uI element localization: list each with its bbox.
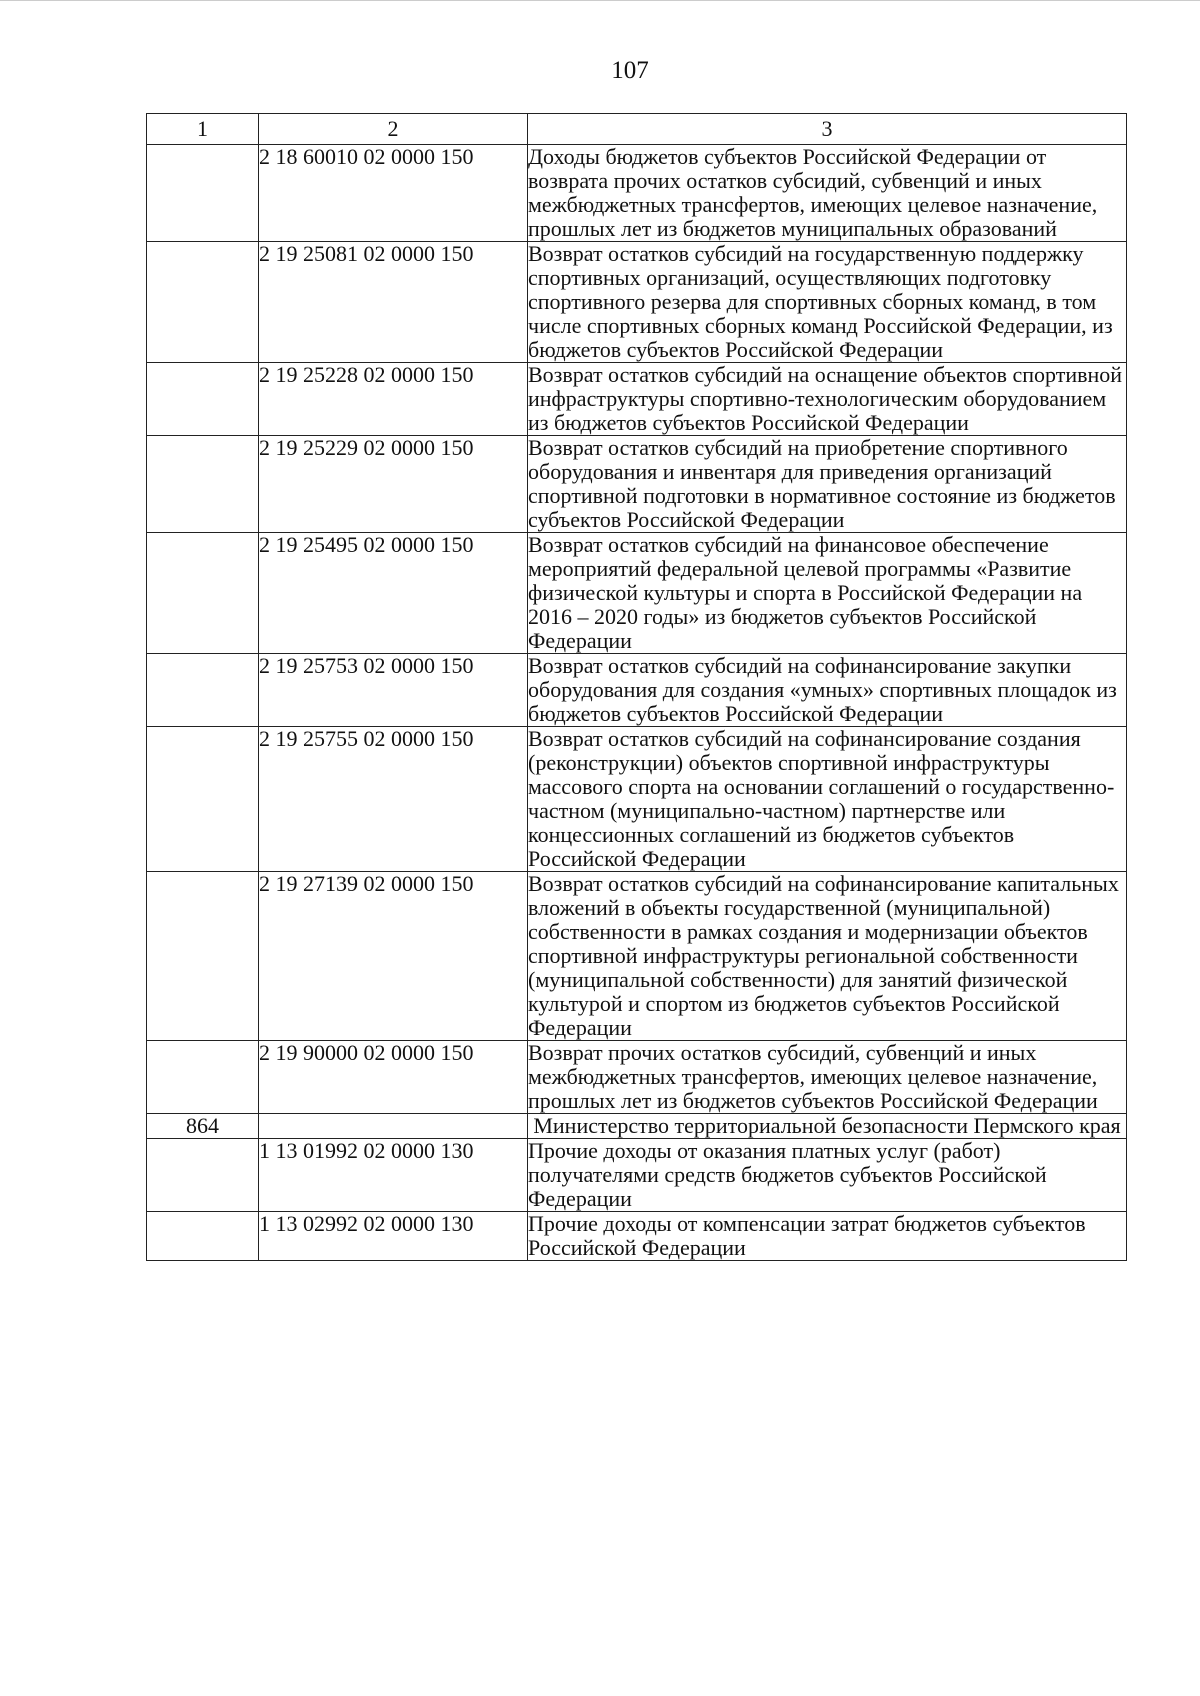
agency-code-cell: [147, 145, 259, 242]
agency-code-cell: [147, 1139, 259, 1212]
budget-codes-table: [146, 113, 1127, 1261]
table-row: [147, 242, 1127, 363]
agency-code-cell: [147, 242, 259, 363]
budget-code-cell: 2 19 25495 02 0000 150: [259, 533, 528, 654]
table-row: [147, 654, 1127, 727]
budget-code-cell: [259, 1114, 528, 1139]
scan-top-edge: [0, 0, 1200, 1]
header-col-2: 2: [259, 114, 528, 145]
budget-code-cell: 2 19 27139 02 0000 150: [259, 872, 528, 1041]
description-cell: Возврат остатков субсидий на государственную поддержку спортивных организаций, осуществляющих подготовку спортивного резерва для спортивных сборных команд, в том числе спортивных сборных команд Российской Федерации, из бюджетов субъектов Российской Федерации: [528, 242, 1127, 363]
agency-code-cell: [147, 436, 259, 533]
table-row: [147, 363, 1127, 436]
table-row: [147, 1139, 1127, 1212]
header-col-1: 1: [147, 114, 259, 145]
budget-code-cell: 1 13 01992 02 0000 130: [259, 1139, 528, 1212]
budget-code-cell: 2 19 25753 02 0000 150: [259, 654, 528, 727]
agency-code-cell: [147, 654, 259, 727]
agency-code-cell: [147, 533, 259, 654]
page-number: 107: [611, 57, 649, 84]
budget-code-cell: 2 19 25228 02 0000 150: [259, 363, 528, 436]
table-row: [147, 872, 1127, 1041]
budget-code-cell: 2 19 90000 02 0000 150: [259, 1041, 528, 1114]
description-cell: Прочие доходы от оказания платных услуг (работ) получателями средств бюджетов субъектов Российской Федерации: [528, 1139, 1127, 1212]
table-row: [147, 436, 1127, 533]
description-cell: Возврат остатков субсидий на оснащение объектов спортивной инфраструктуры спортивно-технологическим оборудованием из бюджетов субъектов Российской Федерации: [528, 363, 1127, 436]
budget-code-cell: 1 13 02992 02 0000 130: [259, 1212, 528, 1261]
description-cell: Возврат остатков субсидий на софинансирование создания (реконструкции) объектов спортивной инфраструктуры массового спорта на основании соглашений о государственно-частном (муниципально-частном) партнерстве или концессионных соглашений из бюджетов субъектов Российской Федерации: [528, 727, 1127, 872]
description-cell: Возврат прочих остатков субсидий, субвенций и иных межбюджетных трансфертов, имеющих целевое назначение, прошлых лет из бюджетов субъектов Российской Федерации: [528, 1041, 1127, 1114]
description-cell: Доходы бюджетов субъектов Российской Федерации от возврата прочих остатков субсидий, субвенций и иных межбюджетных трансфертов, имеющих целевое назначение, прошлых лет из бюджетов муниципальных образований: [528, 145, 1127, 242]
agency-code-cell: 864: [147, 1114, 259, 1139]
table-header-row: [147, 114, 1127, 145]
description-cell: Возврат остатков субсидий на софинансирование закупки оборудования для создания «умных» спортивных площадок из бюджетов субъектов Российской Федерации: [528, 654, 1127, 727]
budget-code-cell: 2 19 25229 02 0000 150: [259, 436, 528, 533]
table-body: [147, 114, 1127, 1261]
description-cell: Возврат остатков субсидий на приобретение спортивного оборудования и инвентаря для приведения организаций спортивной подготовки в нормативное состояние из бюджетов субъектов Российской Федерации: [528, 436, 1127, 533]
budget-code-cell: 2 18 60010 02 0000 150: [259, 145, 528, 242]
table-row: [147, 1114, 1127, 1139]
table-row: [147, 727, 1127, 872]
budget-code-cell: 2 19 25081 02 0000 150: [259, 242, 528, 363]
table-row: [147, 145, 1127, 242]
description-cell: Возврат остатков субсидий на финансовое обеспечение мероприятий федеральной целевой программы «Развитие физической культуры и спорта в Российской Федерации на 2016 – 2020 годы» из бюджетов субъектов Российской Федерации: [528, 533, 1127, 654]
agency-code-cell: [147, 1041, 259, 1114]
description-cell: Прочие доходы от компенсации затрат бюджетов субъектов Российской Федерации: [528, 1212, 1127, 1261]
table-row: [147, 1041, 1127, 1114]
description-cell: Возврат остатков субсидий на софинансирование капитальных вложений в объекты государственной (муниципальной) собственности в рамках создания и модернизации объектов спортивной инфраструктуры региональной собственности (муниципальной собственности) для занятий физической культурой и спортом из бюджетов субъектов Российской Федерации: [528, 872, 1127, 1041]
agency-code-cell: [147, 1212, 259, 1261]
table-row: [147, 1212, 1127, 1261]
header-col-3: 3: [528, 114, 1127, 145]
agency-name-cell: Министерство территориальной безопасности Пермского края: [528, 1114, 1127, 1139]
table-row: [147, 533, 1127, 654]
agency-code-cell: [147, 872, 259, 1041]
agency-code-cell: [147, 363, 259, 436]
budget-code-cell: 2 19 25755 02 0000 150: [259, 727, 528, 872]
agency-code-cell: [147, 727, 259, 872]
